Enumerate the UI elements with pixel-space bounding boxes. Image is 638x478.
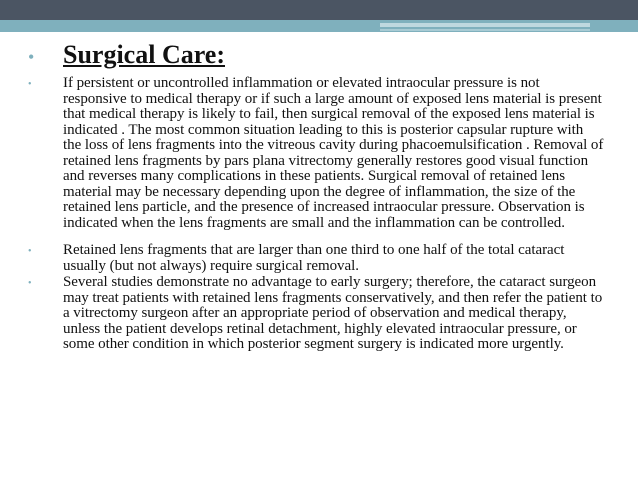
bullet-point: • [28, 246, 32, 257]
accent-decoration-line [380, 29, 590, 31]
bullet-text-3: Several studies demonstrate no advantage to early surgery; therefore, the cataract surgeon may treat patients with retained lens fragments conservatively, and then refer the patient to a vitrectomy surgeon after an appropriate period of observation and medical therapy, unless the patient develops retinal detachment, highly elevated intraocular pressure, or some other condition in which posterior segment surgery is indicated more urgently. [63, 274, 603, 352]
title-row [28, 40, 604, 70]
bullet-item-2 [28, 243, 604, 274]
bullet-item-3 [28, 275, 604, 353]
bullet-item-1 [28, 76, 604, 231]
bullet-point: • [28, 79, 32, 90]
bullet-text-2: Retained lens fragments that are larger than one third to one half of the total cataract usually (but not always) require surgical removal. [63, 242, 565, 274]
header-bar [0, 0, 638, 20]
accent-decoration [380, 23, 590, 27]
slide-content [28, 40, 604, 353]
bullet-text-1: If persistent or uncontrolled inflammation or elevated intraocular pressure is not responsive to medical therapy or if such a large amount of exposed lens material is present that medical therapy is likely to fail, then surgical removal of the exposed lens material is indicated . The most common situation leading to this is posterior capsular rupture with the loss of lens fragments into the vitreous cavity during phacoemulsification . Removal of retained lens fragments by pars plana vitrectomy generally restores good visual function and reverses many complications in these patients. Surgical removal of retained lens material may be necessary depending upon the degree of inflammation, the size of the retained lens particle, and the presence of increased intraocular pressure. Observation is indicated when the lens fragments are small and the inflammation can be controlled. [63, 75, 604, 231]
bullet-point: • [28, 278, 32, 289]
slide-title: Surgical Care: [63, 40, 225, 69]
title-bullet: • [28, 47, 35, 67]
